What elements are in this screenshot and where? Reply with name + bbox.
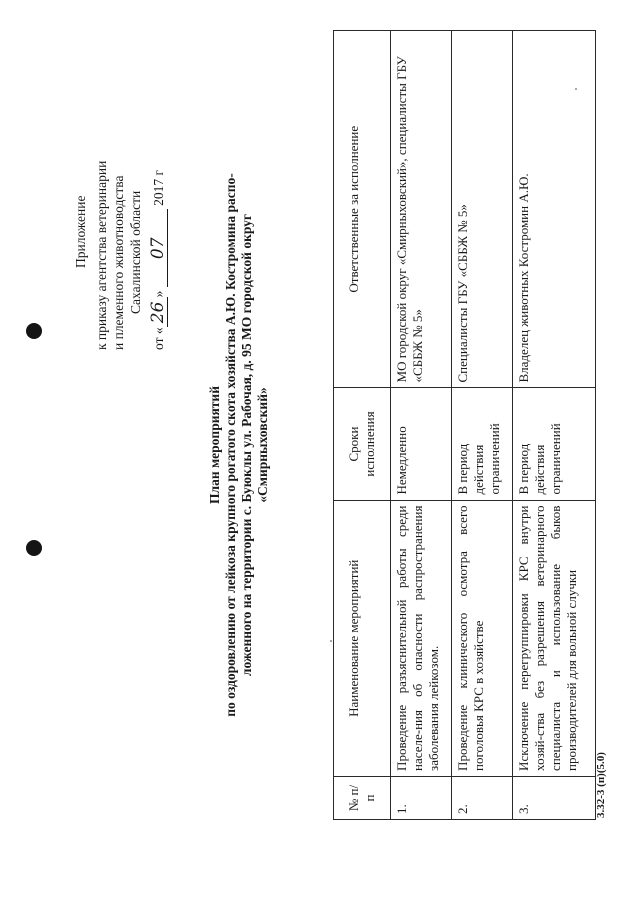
date-year: 2017 г	[151, 169, 166, 206]
column-header-term: Сроки исполнения	[334, 388, 391, 500]
row-number: 1.	[391, 776, 452, 819]
column-header-responsible: Ответственные за исполнение	[334, 31, 391, 388]
appendix-title: Приложение	[73, 195, 88, 268]
appendix-line: Сахалинской области	[128, 190, 143, 314]
column-header-number: № п/п	[334, 776, 391, 819]
column-header-name: Наименование мероприятий	[334, 500, 391, 776]
row-number: 2.	[452, 776, 513, 819]
row-number: 3.	[513, 776, 596, 819]
appendix-block	[72, 100, 168, 350]
row-responsible: МО городской округ «Смирныховский», специалисты ГБУ «СББЖ № 5»	[391, 31, 452, 388]
appendix-line: и племенного животноводства	[111, 175, 126, 350]
plan-heading: План мероприятий	[207, 386, 222, 504]
row-term: В период действия ограничений	[452, 388, 513, 500]
table-row	[452, 31, 513, 820]
plan-line: «Смирныховский»	[255, 387, 270, 503]
row-name: Проведение разъяснительной работы среди населе-ния об опасности распространения заболевания лейкозом.	[391, 500, 452, 776]
row-term: Немедленно	[391, 388, 452, 500]
plan-title	[207, 135, 271, 755]
document-code: 3.32-3 (п)(5.0)	[595, 752, 607, 818]
plan-line: по оздоровлению от лейкоза крупного рогатого скота хозяйства А.Ю. Костромина распо-	[223, 173, 238, 717]
table-row	[391, 31, 452, 820]
table-header-row	[334, 31, 391, 820]
table-row	[513, 31, 596, 820]
date-quote: »	[151, 290, 166, 298]
row-name: Проведение клинического осмотра всего поголовья КРС в хозяйстве	[452, 500, 513, 776]
date-month: 07	[150, 209, 168, 287]
row-responsible: Владелец животных Костромин А.Ю.	[513, 31, 596, 388]
row-responsible: Специалисты ГБУ «СББЖ № 5»	[452, 31, 513, 388]
date-day: 26	[150, 297, 168, 327]
appendix-date	[150, 100, 168, 350]
events-table	[333, 30, 596, 820]
appendix-line: к приказу агентства ветеринарии	[94, 160, 109, 350]
row-name: Исключение перегруппировки КРС внутри хозяй-ства без разрешения ветеринарного специалиста и использование быков производителей для вольной случки	[513, 500, 596, 776]
row-term: В период действия ограничений	[513, 388, 596, 500]
plan-line: ложенного на территории с. Буюклы ул. Рабочая, д. 95 МО городской округ	[239, 213, 254, 677]
date-prefix: от «	[151, 327, 166, 350]
